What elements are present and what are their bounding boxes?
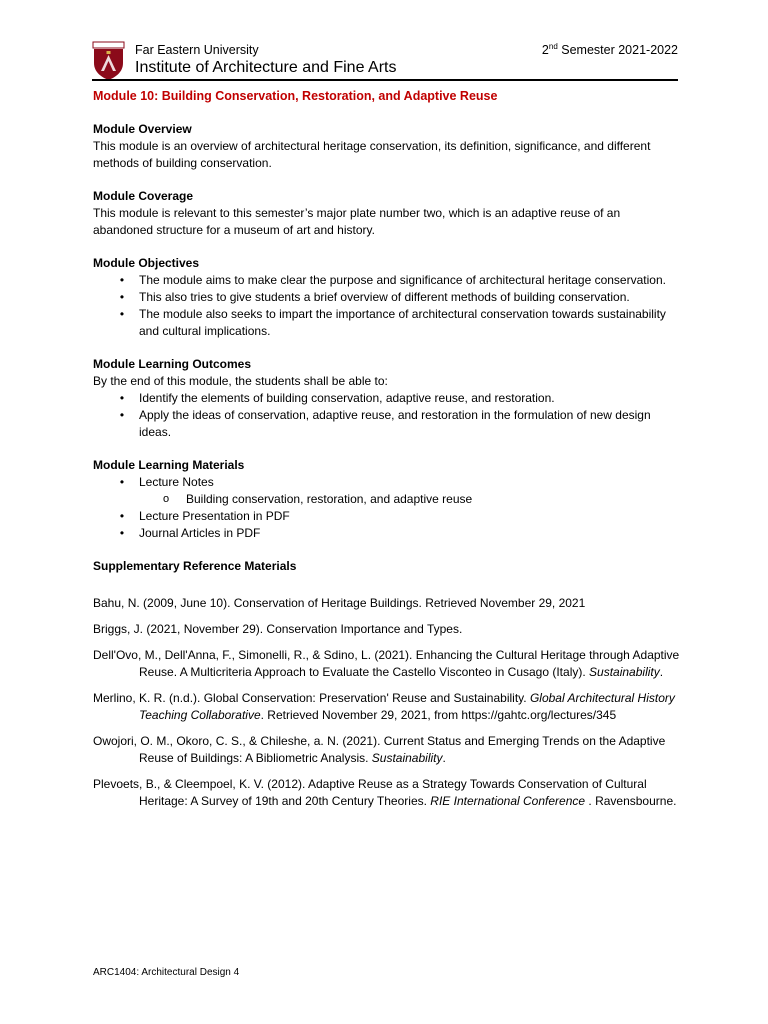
overview-heading: Module Overview [93, 122, 192, 136]
coverage-text: This module is relevant to this semester’s major plate number two, which is an adaptive reuse of an abandoned structure for a museum of art and history. [93, 206, 621, 237]
semester-ordinal: 2 [541, 43, 549, 57]
bullet-icon: • [119, 391, 125, 405]
university-name: Far Eastern University [135, 43, 259, 57]
reference-entry [93, 690, 683, 724]
reference-text: Merlino, K. R. (n.d.). Global Conservation: Preservation' Reuse and Sustainability. [93, 691, 530, 705]
module-content [93, 121, 683, 575]
reference-italic: Sustainability [589, 665, 660, 679]
bullet-icon: • [119, 408, 125, 422]
list-item [93, 508, 683, 525]
outcome-text: Apply the ideas of conservation, adaptive reuse, and restoration in the formulation of new design ideas. [139, 408, 651, 439]
reference-text: Bahu, N. (2009, June 10). Conservation of Heritage Buildings. Retrieved November 29, 2021 [93, 596, 586, 610]
bullet-icon: • [119, 307, 125, 321]
reference-text: Dell'Ovo, M., Dell'Anna, F., Simonelli, R., & Sdino, L. (2021). Enhancing the Cultural Heritage through Adaptive Reuse. A Multicriteria Approach to Evaluate the Castello Visconteo in Cusago (Italy). [93, 648, 680, 679]
bullet-icon: • [119, 526, 125, 540]
university-seal-logo [92, 41, 125, 81]
outcomes-list [93, 390, 683, 441]
semester-text: Semester 2021-2022 [557, 43, 678, 57]
material-text: Lecture Notes [139, 475, 214, 489]
objective-text: The module also seeks to impart the importance of architectural conservation towards sustainability and cultural implications. [139, 307, 666, 338]
list-item [93, 474, 683, 491]
reference-text: Briggs, J. (2021, November 29). Conservation Importance and Types. [93, 622, 463, 636]
material-text: Journal Articles in PDF [139, 526, 261, 540]
reference-italic: Sustainability [371, 751, 443, 765]
reference-tail: . Ravensbourne. [585, 794, 677, 808]
objectives-list [93, 272, 683, 340]
objective-text: The module aims to make clear the purpose and significance of architectural heritage conservation. [139, 273, 666, 287]
list-item [93, 306, 683, 340]
reference-tail: . Retrieved November 29, 2021, from https://gahtc.org/lectures/345 [260, 708, 617, 722]
reference-entry [93, 621, 683, 638]
list-item [93, 491, 683, 508]
reference-text: Plevoets, B., & Cleempoel, K. V. (2012). Adaptive Reuse as a Strategy Towards Conservation of Cultural Heritage: A Survey of 19th and 20th Century Theories. [93, 777, 647, 808]
outcomes-intro: By the end of this module, the students shall be able to: [93, 374, 388, 388]
material-text: Lecture Presentation in PDF [139, 509, 290, 523]
coverage-heading: Module Coverage [93, 189, 194, 203]
bullet-icon: • [119, 273, 125, 287]
reference-entry [93, 647, 683, 681]
materials-sublist [93, 491, 683, 508]
page-header [92, 41, 678, 81]
reference-list [93, 595, 683, 819]
reference-tail: . [659, 665, 664, 679]
module-title: Module 10: Building Conservation, Restoration, and Adaptive Reuse [93, 89, 498, 103]
bullet-icon: • [119, 475, 125, 489]
page-footer: ARC1404: Architectural Design 4 [93, 967, 240, 978]
bullet-icon: • [119, 509, 125, 523]
semester-ordinal-suffix: nd [548, 41, 558, 51]
reference-entry [93, 595, 683, 612]
header-divider [92, 79, 678, 81]
objective-text: This also tries to give students a brief overview of different methods of building conservation. [139, 290, 630, 304]
list-item [93, 390, 683, 407]
list-item [93, 272, 683, 289]
reference-text: Owojori, O. M., Okoro, C. S., & Chileshe, a. N. (2021). Current Status and Emerging Trends on the Adaptive Reuse of Buildings: A Bibliometric Analysis. [93, 734, 666, 765]
outcome-text: Identify the elements of building conservation, adaptive reuse, and restoration. [139, 391, 555, 405]
materials-list [93, 474, 683, 491]
list-item [93, 407, 683, 441]
materials-heading: Module Learning Materials [93, 458, 245, 472]
materials-list-continued [93, 508, 683, 542]
reference-tail: . [442, 751, 446, 765]
material-subitem-text: Building conservation, restoration, and adaptive reuse [186, 492, 473, 506]
reference-italic: RIE International Conference [430, 794, 586, 808]
reference-italic: Global Architectural History Teaching Collaborative [139, 691, 675, 722]
reference-entry [93, 733, 683, 767]
hollow-bullet-icon: o [163, 493, 170, 505]
reference-entry [93, 776, 683, 810]
list-item [93, 289, 683, 306]
overview-text: This module is an overview of architectural heritage conservation, its definition, significance, and different methods of building conservation. [93, 139, 651, 170]
outcomes-heading: Module Learning Outcomes [93, 357, 252, 371]
institute-name: Institute of Architecture and Fine Arts [135, 59, 397, 76]
list-item [93, 525, 683, 542]
bullet-icon: • [119, 290, 125, 304]
objectives-heading: Module Objectives [93, 256, 200, 270]
supplementary-heading: Supplementary Reference Materials [93, 559, 297, 573]
semester-label [542, 43, 678, 57]
